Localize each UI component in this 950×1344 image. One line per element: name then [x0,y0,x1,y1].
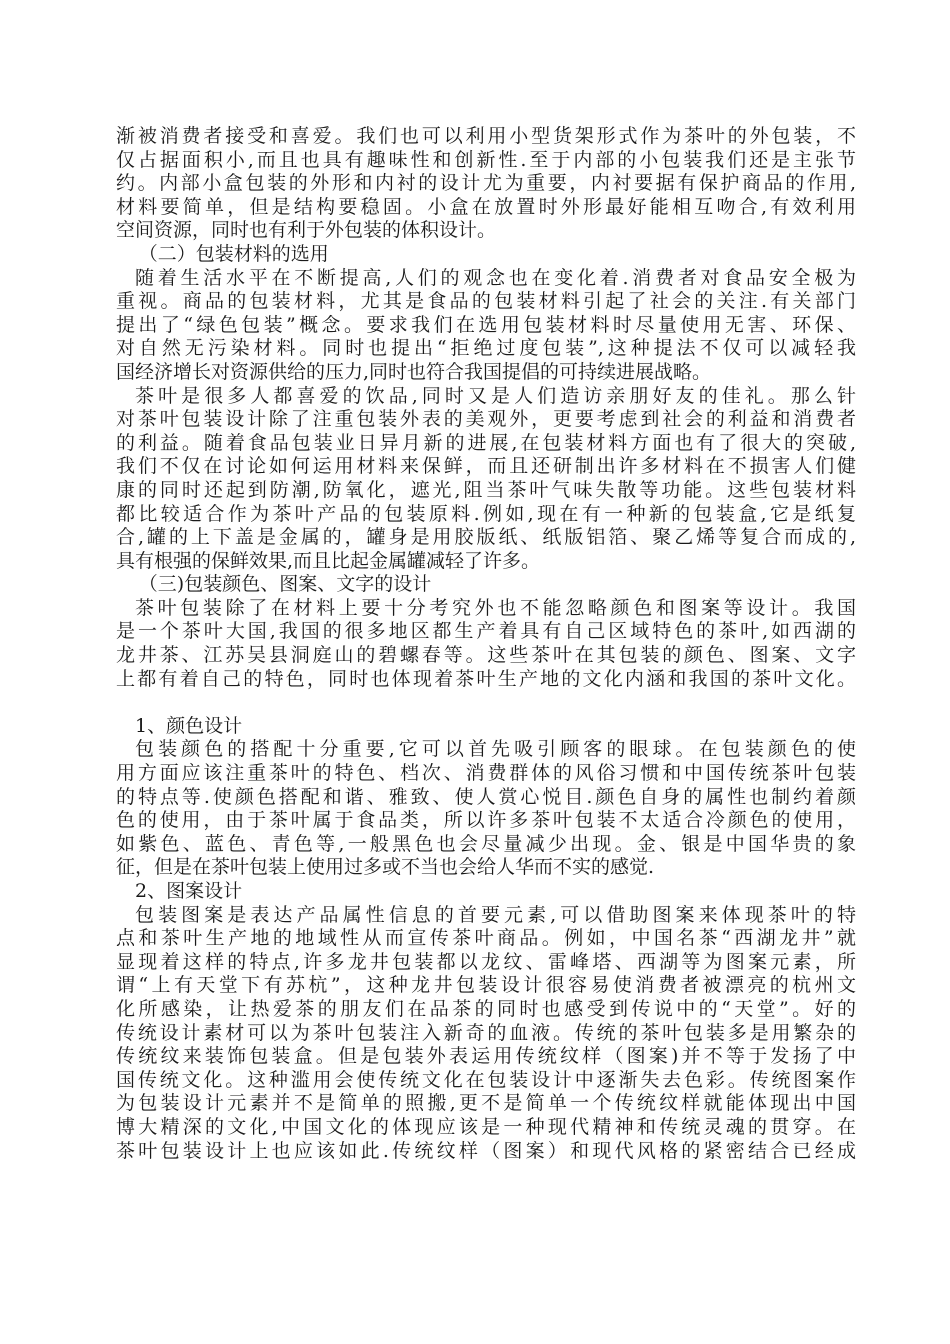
text-line: （三)包装颜色、图案、文字的设计 [138,573,432,596]
text-line: 用方面应该注重茶叶的特色、档次、消费群体的风俗习惯和中国传统茶叶包装 [116,762,856,785]
text-line: 对茶叶包装设计除了注重包装外表的美观外，更要考虑到社会的利益和消费者 [116,408,856,431]
text-line: 化所感染，让热爱茶的朋友们在品茶的同时也感受到传说中的“天堂”。好的 [116,997,856,1020]
text-line: 渐被消费者接受和喜爱。我们也可以利用小型货架形式作为茶叶的外包装，不 [116,125,856,147]
text-line: 都比较适合作为茶叶产品的包装原料.例如,现在有一种新的包装盒,它是纸复 [116,502,856,525]
text-line: 提出了“绿色包装”概念。要求我们在选用包装材料时尽量使用无害、环保、 [116,313,856,336]
text-line: 仅占据面积小,而且也具有趣味性和创新性.至于内部的小包装我们还是主张节 [116,148,856,171]
text-line: 重视。商品的包装材料，尤其是食品的包装材料引起了社会的关注.有关部门 [116,290,856,313]
text-line: 如紫色、蓝色、青色等,一般黑色也会尽量减少出现。金、银是中国华贵的象 [116,832,856,855]
text-line: 征，但是在茶叶包装上使用过多或不当也会给人华而不实的感觉. [116,856,655,879]
blank-line [116,691,856,715]
text-line: 空间资源，同时也有利于外包装的体积设计。 [116,219,497,242]
text-line: 茶叶包装设计上也应该如此.传统纹样（图案）和现代风格的紧密结合已经成 [116,1139,856,1162]
text-line: 谓“上有天堂下有苏杭”，这种龙井包装设计很容易使消费者被漂亮的杭州文 [116,974,856,997]
text-line: 是一个茶叶大国,我国的很多地区都生产着具有自己区域特色的茶叶,如西湖的 [116,620,856,643]
text-line: 包装图案是表达产品属性信息的首要元素,可以借助图案来体现茶叶的特 [135,903,856,926]
text-line: 的利益。随着食品包装业日异月新的进展,在包装材料方面也有了很大的突破, [116,431,856,454]
text-line: 传统纹来装饰包装盒。但是包装外表运用传统纹样（图案)并不等于发扬了中 [116,1045,856,1068]
text-line: 康的同时还起到防潮,防氧化，遮光,阻当茶叶气味失散等功能。这些包装材料 [116,478,856,501]
text-line: 点和茶叶生产地的地域性从而宣传茶叶商品。例如，中国名茶“西湖龙井”就 [116,927,856,950]
text-line: 合,罐的上下盖是金属的，罐身是用胶版纸、纸版铝箔、聚乙烯等复合而成的, [116,526,856,549]
text-line: 2、图案设计 [135,880,243,902]
text-line: 我们不仅在讨论如何运用材料来保鲜，而且还研制出许多材料在不损害人们健 [116,455,856,478]
text-line: 博大精深的文化,中国文化的体现应该是一种现代精神和传统灵魂的贯穿。在 [116,1115,856,1138]
text-line: 上都有着自己的特色，同时也体现着茶叶生产地的文化内涵和我国的茶叶文化。 [116,667,856,690]
text-line: 材料要简单，但是结构要稳固。小盒在放置时外形最好能相互吻合,有效利用 [116,195,856,218]
text-line: 国经济增长对资源供给的压力,同时也符合我国提倡的可持续进展战略。 [116,360,712,383]
text-line: 国传统文化。这种滥用会使传统文化在包装设计中逐渐失去色彩。传统图案作 [116,1068,856,1091]
text-line: 对自然无污染材料。同时也提出“拒绝过度包装”,这种提法不仅可以减轻我 [116,337,856,360]
text-line: 色的使用，由于茶叶属于食品类，所以许多茶叶包装不太适合冷颜色的使用， [116,809,856,832]
text-line: 龙井茶、江苏吴县洞庭山的碧螺春等。这些茶叶在其包装的颜色、图案、文字 [116,644,856,667]
text-line: 显现着这样的特点,许多龙井包装都以龙纹、雷峰塔、西湖等为图案元素，所 [116,950,856,973]
text-line: 具有根强的保鲜效果,而且比起金属罐减轻了许多。 [116,549,541,572]
text-line: 1、颜色设计 [135,714,243,737]
text-line: 茶叶是很多人都喜爱的饮品,同时又是人们造访亲朋好友的佳礼。那么针 [135,384,856,407]
text-line: 约。内部小盒包装的外形和内衬的设计尤为重要，内衬要据有保护商品的作用, [116,172,856,195]
text-line: 茶叶包装除了在材料上要十分考究外也不能忽略颜色和图案等设计。我国 [135,596,856,619]
text-line: （二）包装材料的选用 [138,242,329,265]
text-line: 的特点等.使颜色搭配和谐、雅致、使人赏心悦目.颜色自身的属性也制约着颜 [116,785,856,808]
body-text [116,125,856,1163]
text-line: 为包装设计元素并不是简单的照搬,更不是简单一个传统纹样就能体现出中国 [116,1092,856,1115]
text-line: 传统设计素材可以为茶叶包装注入新奇的血液。传统的茶叶包装多是用繁杂的 [116,1021,856,1044]
text-line: 包装颜色的搭配十分重要,它可以首先吸引顾客的眼球。在包装颜色的使 [135,738,856,761]
text-line: 随着生活水平在不断提高,人们的观念也在变化着.消费者对食品安全极为 [135,266,856,289]
